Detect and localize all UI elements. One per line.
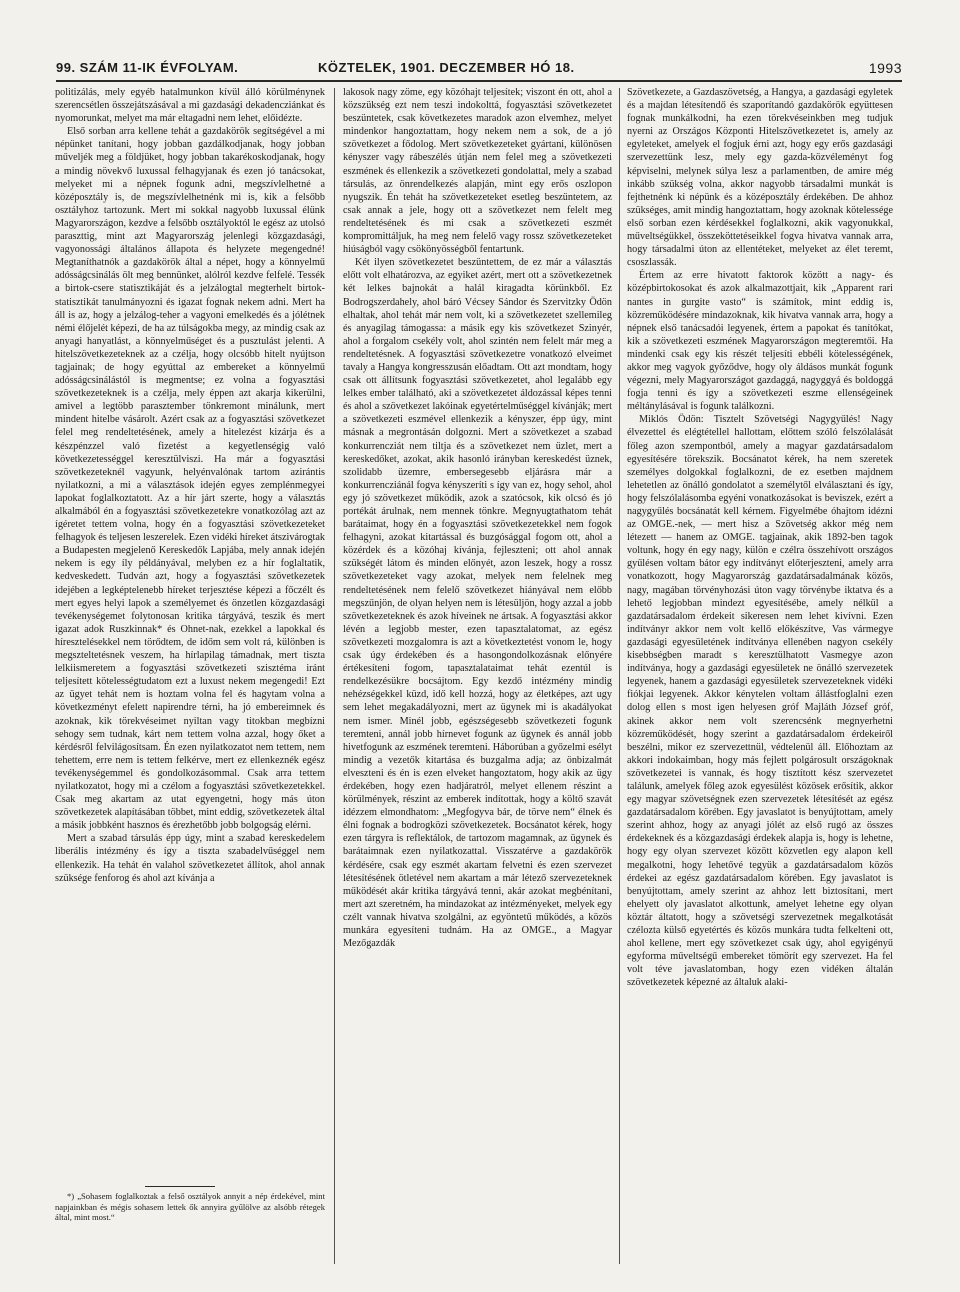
paragraph: Szövetkezete, a Gazdaszövetség, a Hangya, a gazdasági egyletek és a majdan létesítendő és szaporítandó gazdakörök együttesen fognak munkálkodni, ha ezen törekvéseinkben meg tudjuk nyerni az Országos Központi Hitelszövetkezetet is, amely az egyleteket, amelyek el fogjuk érni azt, hogy egy erős gazdasági szervezettünk lesz, mely egy gazda-közvéleményt fog képviselni, melynek súlya lesz a parlamentben, de amire még inkább szükség volna, akkor nagyobb társadalmi munkát is fejthetnénk ki népünk és a középosztály érdekében. De ahhoz szükséges, amit mindig hangoztattam, hogy azoknak kötelessége első sorban ezen kérdésekkel foglalkozni, akik vagyonukkal, műveltségükkel, összeköttetéseikkel fogva hivatva vannak arra, hogy társadalmi úton az ellentéteket, melyeket az élet teremt, csoszlassák. xyxy=(627,87,893,269)
column-3 xyxy=(627,86,893,1266)
column-1-text xyxy=(55,86,325,1180)
paragraph: politizálás, mely egyéb hatalmunkon kívül álló körülménynek szerencsétlen összejátszásával a mi gazdasági dekadencziánkat és nyomorunkat, melyet ma már eltagadni nem lehet, előidézte. xyxy=(55,87,325,125)
header-rule xyxy=(56,80,902,82)
page-header xyxy=(56,56,902,80)
paragraph: lakosok nagy zöme, egy közóhajt teljesítek; viszont én ott, ahol a közszükség ezt nem teszi indokolttá, fogyasztási szövetkezetet beszüntetek, csak következetes maradok azon elvemhez, melyet mindenkor hangoztattam, hogy nekem nem a sok, de a jó szövetkezet a fődolog. Mert szövetkezeteket gyártani, különösen kényszer vagy rábeszélés útján nem felel meg a szövetkezeti eszmének és ellenkezik a szövetkezeti gondolattal, mely a szabad társulás, az önrendelkezés alapján, mint egy erős oszlopon nyugszik. Én tehát ha szövetkezeteket esetleg beszüntetem, az csak annak a jele, hogy ott a szövetkezet nem felelt meg rendeltetésének és mi csak a szövetkezeti eszmét kompromittáljuk, ha meg nem felelő vagy rossz szövetkezeteket hiúságból vagy csökönyösségből fentartunk. xyxy=(343,87,612,256)
paragraph: Két ilyen szövetkezetet beszüntettem, de ez már a választás előtt volt elhatározva, az egyiket azért, mert ott a szövetkezetnek két lelkes bajnokát a halál kiragadta körünkből. Ez Bodrogszerdahely, ahol báró Vécsey Sándor és Szervitzky Ödön elhaltak, ahol tehát már nem volt, ki a szövetkezetet szellemileg és anyagilag támogassa: a másik egy kis szövetkezet Szinyér, ahol a forgalom csekély volt, ahol szintén nem felelt már meg a rendeltetésnek. A fogyasztási szövetkezetre vonatkozó elveimet tavaly a Hangya kongresszusán előadtam. Ott azt mondtam, hogy csak ott állítsunk fogyasztási szövetkezetet, ahol legalább egy lelkes ember található, aki a szövetkezetet áldozással képes tenni és ahol a szövetkezet lakóinak egyetértelműséggel kívánják; mert a szövetkezeti eszmével ellenkezik a kényszer, épp úgy, mint másnak a megrontásán dolgozni. Mert a szövetkezet a szabad konkurrencziát nem tiltja és a szövetkezet nem üzlet, mert a kereskedőket, azokat, akik hasonló irányban kereskedést üznek, szolidabb üzemre, embersegesebb eljárásra már a konkurrencziánál fogva kényszeríti s így van ez, hogy sehol, ahol egy jó szövetkezet működik, azok a szatócsok, kik olcsó és jó portékát árulnak, nem mennek tönkre. Megnyugtathatom tehát barátaimat, hogy én a fogyasztási szövetkezetekkel nem fogok felhagyni, azokat kitartással és buzgósággal fogom ott, ahol a közérdek és a közóhaj kívánja, fejleszteni; ott ahol annak szükségét látom és minden előnyét, azon leszek, hogy a rossz szövetkezeteket vagy azokat, melyek nem felelnek meg rendeltetésének nem felelő szövetkezet hiányával nem előbb megszűnjön, de olyan helyen nem is létesüljön, hogy azzal a jobb szövetkezeteknek és azok híveinek ne ártsak. A fogyasztási akkor lévén a legjobb mester, ezen tapasztalatomat, az egész szövetkezeti mozgalomra is azt a következtetést vonom le, hogy csak úgy érdekében és a hasongondolkozásnak előnyére értékesíteni fogom, tapasztalataimat tehát ezentúl is rendelkezésükre bocsájtom. Egy kezdő intézmény mindig nehézségekkel küzd, idő kell hozzá, hogy az életképes, azt ugy sem lehet megakadályozni, mert az ügynek mi is akadályokat nem ismer. Minél jobb, egészségesebb szövetkezeti fogunk teremteni, annál jobb hírnevet fogunk az ügynek és annál jobb hivetfogunk az eszmének teremteni. Háborúban a győzelmi esélyt mindig a vezetők kitartása és buzgalma adja; az önbizalmát elveszteni és én is ezen elveket hangoztatom, hogy akik az ügy érdekében, hogy ezen hadjáratról, melyet ellenem részint a körülmények, részint az emberek indítottak, hogy a költő szavát idézzem elmondhatom: „Megfogyva bár, de törve nem“ élnek és élni fognak a bodrogközi szövetkezetek. Bocsánatot kérek, hogy ezen tárgyra is reflektálok, de tartozom magamnak, az ügynek és barátaimnak ezen nyilatkozattal. Visszatérve a gazdakörök kérdésére, csak egy eszmét akartam felvetni és ezen szervezet létesítésének ötletével nem akartam a már létező szervezeteknek működését akár kritika tárgyává tenni, akár azokat megbénítani, mert azt szeretném, ha mindazokat az intézményeket, melyek egy czélt vannak hivatva szolgálni, az egyöntetű működés, a közös munkára egyesíteni tudnám. Ha az OMGE., a Magyar Mezőgazdák xyxy=(343,257,612,950)
column-2 xyxy=(343,86,612,1266)
paragraph: Mert a szabad társulás épp úgy, mint a szabad kereskedelem liberális intézmény és így a tiszta szabadelvűséggel nem ellenkezik. Ha tehát én valahol szövetkezetet állítok, ahol annak szüksége fenforog és ahol azt kívánja a xyxy=(55,833,325,884)
column-1 xyxy=(55,86,325,1266)
issue-number: 99. SZÁM 11-IK ÉVFOLYAM. xyxy=(56,60,239,75)
paragraph: Értem az erre hivatott faktorok között a nagy- és középbirtokosokat és azok alkalmazottjait, kik „Apparent rari nantes in gurgite vasto“ is számítok, mint eddig is, közreműködésére mindazoknak, kik hivatva vannak arra, hogy a népnek első tanácsadói legyenek, értem a papokat és tanítókat, kik a szövetkezeti eszmének Magyarországon megteremtői. Ha mindenki csak egy kis részét teljesíti ebbéli kötelességének, akkor meg vagyok győződve, hogy oly áldásos munkát fogunk végezni, mely Magyarországot gazdaggá, nagyggyá és boldoggá fogja tenni és így a szövetkezeti eszme ellenségeinek méltánylásával is fogunk találkozni. xyxy=(627,270,893,413)
column-divider xyxy=(619,88,620,1264)
footnote-rule xyxy=(145,1186,215,1187)
paragraph: Miklós Ödön: Tisztelt Szövetségi Nagygyűlés! Nagy élvezettel és elégtétellel hallottam, előttem szóló felszólalását főleg azon szempontból, amely a magyar gazdatársadalom egyesítésére törekszik. Bocsánatot kérek, ha nem szeretek személyes dolgokkal foglalkozni, de ez esetben majdnem lehetetlen az önálló gondolatot a személytől elválasztani és így, hogy felszólalásomba egyéni vonatkozásokat is beviszek, ezért a nagygyűlés bocsánatát kell kérnem. Figyelmébe óhajtom idézni az OMGE.-nek, — mert hisz a Szövetség akkor még nem létezett — hanem az OMGE. tagjainak, akik 1892-ben tagok voltunk, hogy én egy nagy, külön e czélra összehívott országos gyűlésen voltam bátor egy indítványt előterjeszteni, amely arra vonatkozott, hogy Magyarország gazdatársadalmának közös, nagy, magában törvényhozási úton vagy törvénybe iktatva és a lehető legjobban mindezt egyesítésébe, amely nélkül a gazdatársadalom érdekeit sikeresen nem lehet kivívni. Ezen indítványr akkor nem volt kellő előkészítve, Vas vármegye gazdasági egyesületének indítványa ellenében nagyon csekély kisebbségben maradt s keresztülhatott Vasmegye azon indítványa, hogy a gazdasági egyesületek ne önálló szervezetek legyenek, hanem a gazdasági egyesületek szervezeteknek vidéki fiókjai legyenek. Akkor kénytelen voltam állástfoglalni ezen dolog ellen s most igen helyesen gróf Majláth József gróf, akinek akkor nem volt szerencsénk megnyerhetni közreműködését, hogy szerint a gazdatársadalom érdekeiről beszélni, mikor ez szervezettnül, védtelenül áll. Előhoztam az akkori indokaimban, hogy más fejlett polgárosult országoknak szövetkezetei is vannak, és hogy tisztított kész szervezetet találunk, amelyek főleg azok egyesülést közösek erősítik, akkor egy magyar szövetségnek ezen szervezetek létesítését az egész gazdatársadalom körében. Egy javaslatot is benyújtottam, amely szerint ahhoz, hogy az anyagi jólét az első rugó az összes érdekeknek és a közgazdasági érdekek alapja is, hogy is lehetne, hogy egy olyan szervezet között közvetlen egy alapon kell megalkotni, hogy lehetővé tegyük a gazdatársadalom közös érdekei az egész gazdatársadalom körében. Egy javaslatot is benyújtottam, amely szerint az ahhoz lett biztosítani, mert ehelyett oly javaslatot alkottunk, amelyet lehetne egy olyan köztár áltatott, hogy a szövetségi szervezetnek megalkotását czélozta külső egyetértés és közös munkára tudta felkelteni ott, ahol kellene, mert egy szövetkezet csak úgy, ahol egyigényű egyforma műveltségű embereket tömörít egy szervezet. Ha fel volt téve javaslatomban, hogy ezen vidéken általán szövetkezetek képezné az általuk alaki- xyxy=(627,414,893,989)
page-number: 1993 xyxy=(868,60,902,76)
publication-date: KÖZTELEK, 1901. DECZEMBER HÓ 18. xyxy=(318,60,575,75)
footnote: *) „Sohasem foglalkoztak a felső osztályok annyit a nép érdekével, mint napjainkban és mégis sohasem lettek ők annyira gyűlölve az alsóbb rétegek által, mint most.“ xyxy=(55,1191,325,1223)
paragraph: Első sorban arra kellene tehát a gazdakörök segítségével a mi népünket tanítani, hogy jobban gazdálkodjanak, hogy jobban műveljék meg a földjüket, hogy jobban takarékoskodjanak, hogy a mindig növekvő luxussal felhagyjanak és ezen jó tanácsokat, melyeket mi a népnek fogunk adni, megszívlelhetné a középosztály is, de megszívlelhetnénk mi is, kik a felsőbb osztályhoz tartozunk. Mert mi sokkal nagyobb luxussal élünk Magyarországon, kezdve a felsőbb osztályoktól le egész az utolsó paraszttig, mint azt Magyarország jelenlegi közgazdasági, vagyonossági általános állapota és helyzete megengedné! Megtaníthatnók a gazdakörök által a népet, hogy a könnyelmű adósságcsinálás ölt meg bennünket, alólról kezdve felfelé. Tessék a birtok-csere statisztikáját és a jelzálogtal megterhelt birtok-statisztikát tanulmányozni és igazat fognak nekem adni. Mert ha áll is az, hogy a jelzálog-teher a vagyoni emelkedés és a jólétnek némi élőjelét képezi, de ha az túlságokba megy, az mindig csak az anyagi hanyatlást, a könnyelműséget és a pusztulást jelenti. A hitelszövetkezeteknek az a czélja, hogy olcsóbb hitelt nyújtson tagjainak; de hogy egyúttal az embereket a könnyelmű adósságcsinálástól is megmentse; ez volna a fogyasztási szövetkezeteknek is a czélja, mely éppen azt akarja kikerülni, amivel a legtöbb parasztember tönkremont minálunk, mert mindent hitelbe vásárolt. Azért csak az a fogyasztási szövetkezet felel meg rendeltetésének, amely a hitelezést kizárja és a készpénzzel való fizetést a kegyetlenségig való következetességgel keresztülviszi. Ha már a fogyasztási szövetkezeteknél vagyunk, helyénvalónak tartom azirántis nyilatkozni, a mi a választások idején egyes zemplénmegyei lapokat foglalkoztatott. Az a hír járt szerte, hogy a választás alkalmából én a fogyasztási szövetkezetekre vonatkozólag azt az ígéretet tettem volna, hogy én a fogyasztási szövetkezeteket felhagyok és teljesen leszerelek. Ezen vidéki híreket átszivárogtak a Budapesten megjelenő Kereskedők Lapjába, mely annak idején nekem is egy íly példányával, melyben ez a hír foglaltatik, kedveskedett. Tudván azt, hogy a fogyasztási szövetkezetek idejében a legképtelenebb híreket terjesztése képezi a főczélt és mert egyes helyi lapok a személyemet és önzetlen közgazdasági tevékenységemet folytonosan kritika tárgyává, teszik és mert igazat adok Ruszkinnak* és Ohnet-nak, ezekkel a lapokkal és híresztelésekkel nem törődtem, de időm sem volt rá, különben is megszteltetésnek veszem, ha hírlapilag támadnak, mert tiszta lelkiismeretem a fogyasztási szövetkezeti szisztéma iránt teljesített kötelességtudatom ezt a luxust nekem megengedi! Ezt az ügyet tehát nem is hoztam volna fel és hagytam volna a következményt efelett napirendre térni, ha jó embereimnek és azoknak, kik törekvéseimet nyiltan vagy titokban megbízni sehogy sem tudnak, kárt nem tettem volna azzal, hogy őket a kérdésről felvilágosítsam. Én ezen nyilatkozatot nem tettem, nem tehettem, erre nem is tettem felkérve, mert ez ellenkeznék egész tevékenységemmel és gondolkozásommal. Csak arra tettem nyilatkozatot, hogy mi a czélom a fogyasztási szövetkezetekkel. Csak meg akartam az utat egyengetni, hogy más úton szövetkezetek alapításában többet, mint eddig, szövetkezetek által a másik jobbként hasznos és érezhetőbb jobb bolgogság elérni. xyxy=(55,126,325,832)
column-divider xyxy=(334,88,335,1264)
